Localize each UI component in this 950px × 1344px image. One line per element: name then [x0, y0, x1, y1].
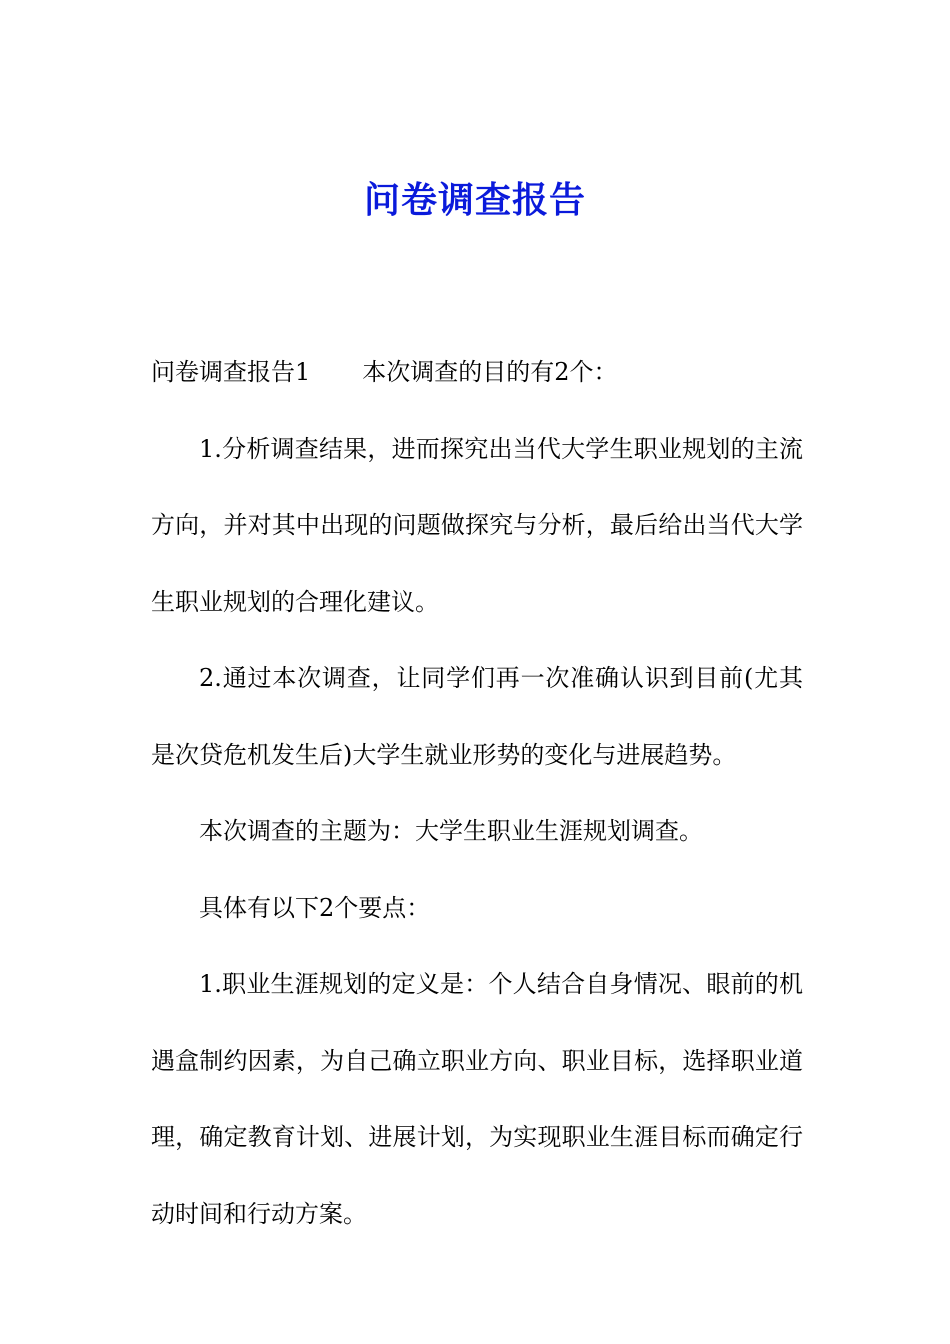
document-title: 问卷调查报告 [363, 180, 586, 221]
document-body [151, 334, 803, 1252]
paragraph-text: 本次调查的目的有2个： [362, 358, 618, 386]
paragraph: 具体有以下2个要点： [199, 893, 431, 922]
paragraph: 2.通过本次调查，让同学们再一次准确认识到目前(尤其是次贷危机发生后)大学生就业形势的变化与进展趋势。 [151, 664, 803, 769]
paragraph: 1.分析调查结果，进而探究出当代大学生职业规划的主流方向，并对其中出现的问题做探究与分析，最后给出当代大学生职业规划的合理化建议。 [151, 434, 803, 616]
paragraph: 本次调查的主题为：大学生职业生涯规划调查。 [199, 817, 703, 845]
section-heading: 问卷调查报告1 [151, 358, 311, 386]
paragraph: 1.职业生涯规划的定义是：个人结合自身情况、眼前的机遇盒制约因素，为自己确立职业方向、职业目标，选择职业道理，确定教育计划、进展计划，为实现职业生涯目标而确定行动时间和行动方案。 [151, 970, 803, 1228]
paragraph-intro [151, 334, 803, 411]
